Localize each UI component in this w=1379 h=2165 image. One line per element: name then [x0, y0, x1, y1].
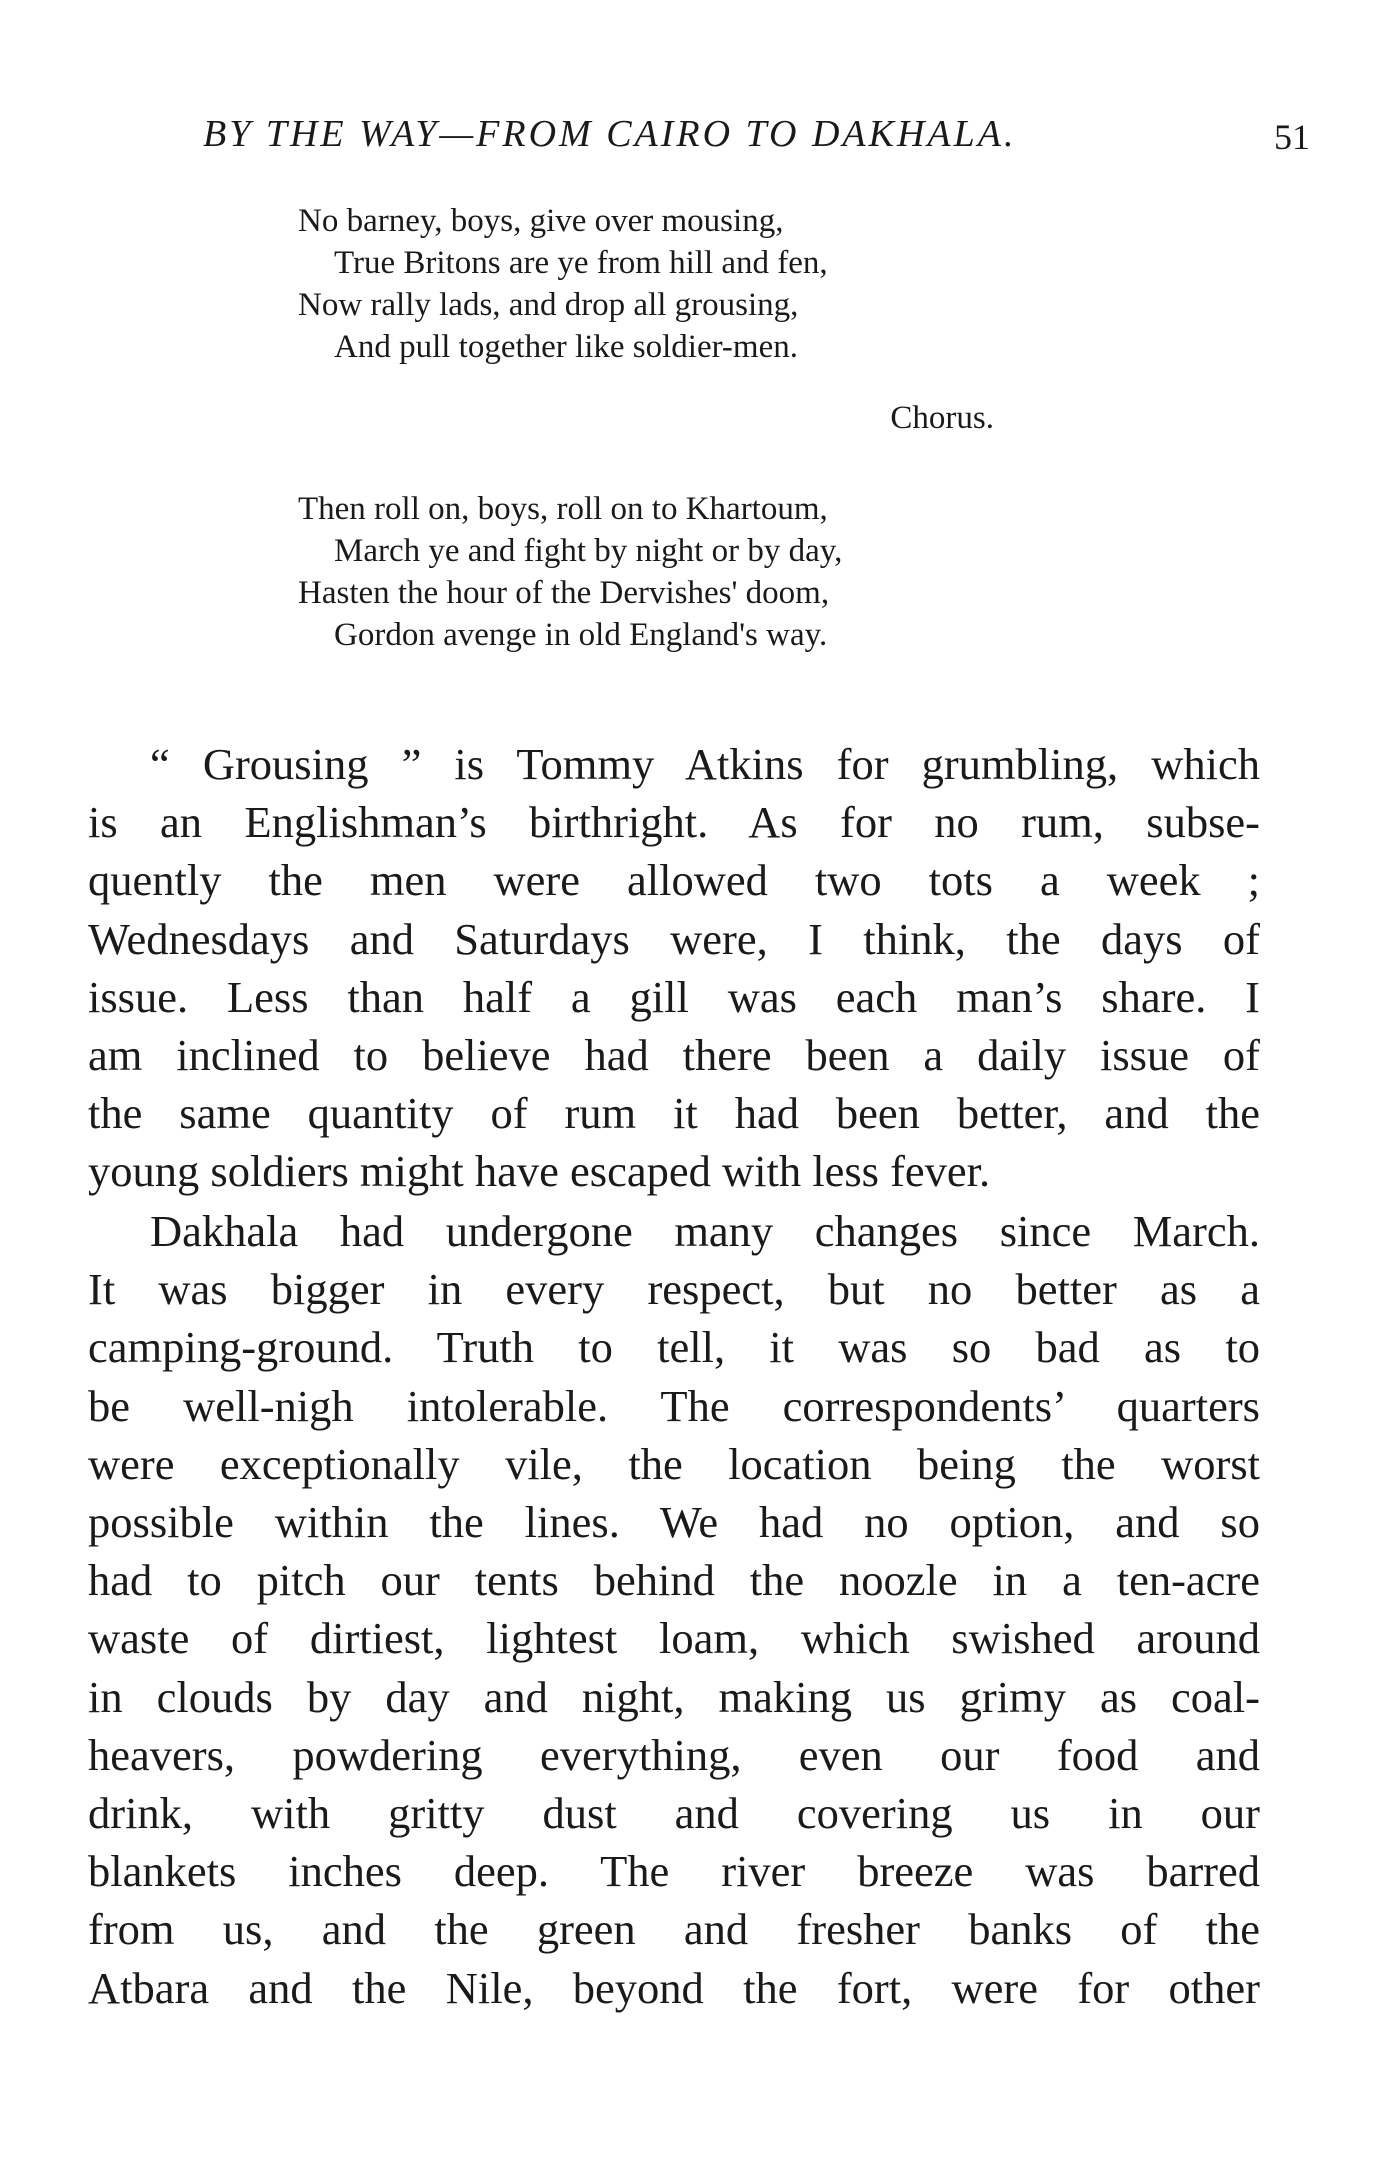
paragraph-line: drink, with gritty dust and covering us in our [88, 1788, 1260, 1839]
verse-line: Now rally lads, and drop all grousing, [298, 287, 799, 323]
paragraph-line: the same quantity of rum it had been better, and the [88, 1088, 1260, 1139]
paragraph-line: in clouds by day and night, making us grimy as coal- [88, 1671, 1260, 1722]
paragraph-line: is an Englishman’s birthright. As for no rum, subse- [88, 797, 1260, 848]
paragraph-line: Atbara and the Nile, beyond the fort, were for other [88, 1962, 1260, 2013]
paragraph-line: Wednesdays and Saturdays were, I think, the days of [88, 913, 1260, 964]
paragraph-line: quently the men were allowed two tots a week ; [88, 855, 1260, 906]
paragraph-line: waste of dirtiest, lightest loam, which swished around [88, 1613, 1260, 1664]
chorus-label: Chorus. [890, 400, 994, 436]
page-number: 51 [1274, 117, 1310, 157]
paragraph-line: be well-nigh intolerable. The correspondents’ quarters [88, 1380, 1260, 1431]
paragraph-line: had to pitch our tents behind the noozle in a ten-acre [88, 1555, 1260, 1606]
paragraph-line: blankets inches deep. The river breeze was barred [88, 1846, 1260, 1897]
paragraph-line: issue. Less than half a gill was each man’s share. I [88, 971, 1260, 1022]
paragraph-line: Dakhala had undergone many changes since March. [150, 1206, 1260, 1256]
running-header [195, 112, 1345, 172]
paragraph-line: young soldiers might have escaped with less fever. [88, 1146, 991, 1197]
verse-line: True Britons are ye from hill and fen, [334, 245, 828, 281]
header-title: BY THE WAY—FROM CAIRO TO DAKHALA. [203, 113, 1017, 155]
paragraph-line: from us, and the green and fresher banks of the [88, 1904, 1260, 1955]
paragraph-line: were exceptionally vile, the location being the worst [88, 1438, 1260, 1489]
paragraph-dakhala [88, 1202, 1260, 2017]
verse-line: Gordon avenge in old England's way. [334, 617, 828, 653]
verse-line: And pull together like soldier-men. [334, 329, 798, 365]
paragraph-line: It was bigger in every respect, but no better as a [88, 1264, 1260, 1315]
paragraph-line: camping-ground. Truth to tell, it was so bad as to [88, 1322, 1260, 1373]
verse-line: No barney, boys, give over mousing, [298, 203, 784, 239]
verse-stanza-2 [298, 488, 1018, 656]
verse-stanza-1 [298, 200, 1018, 368]
paragraph-line: “ Grousing ” is Tommy Atkins for grumbling, which [150, 739, 1260, 789]
paragraph-line: possible within the lines. We had no option, and so [88, 1497, 1260, 1548]
verse-line: March ye and fight by night or by day, [334, 533, 843, 569]
paragraph-grousing [88, 735, 1260, 1201]
verse-line: Hasten the hour of the Dervishes' doom, [298, 575, 830, 611]
paragraph-line: heavers, powdering everything, even our food and [88, 1729, 1260, 1780]
paragraph-line: am inclined to believe had there been a daily issue of [88, 1030, 1260, 1081]
verse-line: Then roll on, boys, roll on to Khartoum, [298, 491, 828, 527]
